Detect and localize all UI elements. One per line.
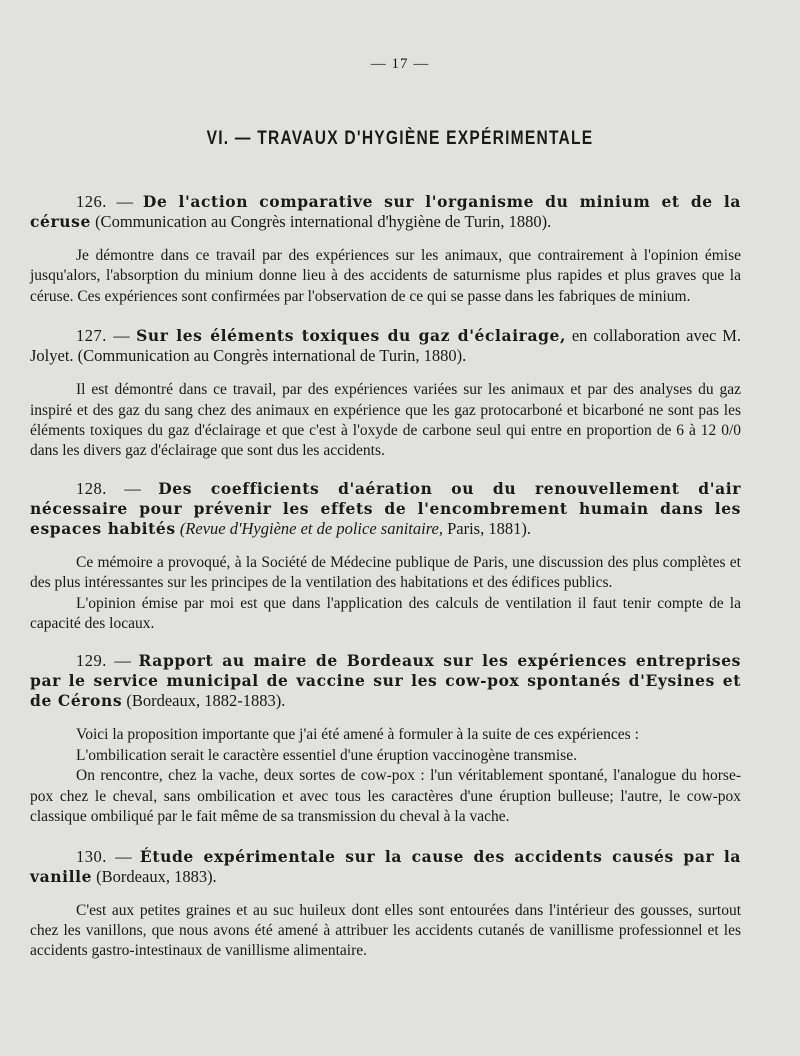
entry-127-paragraph: Il est démontré dans ce travail, par des expériences variées sur les animaux et par des analyses du gaz inspiré et des gaz du sang chez des animaux en expérience que les gaz protocarboné et bicarboné ne sont pas les éléments toxiques du gaz d'éclairage et que c'est à l'oxyde de carbone seul qui entre en proportion de 6 à 12 0/0 dans les divers gaz d'éclairage que sont dus les accidents. <box>30 381 741 460</box>
entry-title: Sur les éléments toxiques du gaz d'éclairage, <box>136 326 566 346</box>
entry-suffix: (Bordeaux, 1882-1883). <box>126 691 286 711</box>
entry-suffix: en collaboration avec M. Jolyet. (Communication au Congrès international de Turin, 1880). <box>30 326 741 366</box>
entry-suffix: (Bordeaux, 1883). <box>96 866 217 886</box>
entry-suffix: (Communication au Congrès international d'hygiène de Turin, 1880). <box>95 212 552 231</box>
entry-128-paragraph-1: Ce mémoire a provoqué, à la Société de Médecine publique de Paris, une discussion des plus complètes et des plus intéressantes sur les principes de la ventilation des habitations et des édifices publics. <box>30 553 741 592</box>
entry-number: 127. — <box>76 326 131 346</box>
entry-129-paragraph-3: On rencontre, chez la vache, deux sortes de cow-pox : l'un véritablement spontané, l'analogue du horse-pox chez le cheval, sans ombilication et avec tous les caractères d'une éruption bulleuse; l'autre, le cow-pox classique ombiliqué par le fait même de sa transmission du cheval à la vache. <box>30 767 741 826</box>
entry-128-heading <box>30 479 741 539</box>
entry-number: 129. — <box>76 651 132 671</box>
entry-title: De l'action comparative sur l'organisme du minium et de la céruse <box>30 192 741 231</box>
entry-title: Des coefficients d'aération ou du renouvellement d'air nécessaire pour prévenir les effets de l'encombrement humain dans les espaces habités <box>30 478 741 538</box>
entry-126-paragraph: Je démontre dans ce travail par des expériences sur les animaux, que contrairement à l'opinion émise jusqu'alors, l'absorption du minium donne lieu à des accidents de saturnisme plus rapides et plus graves que la céruse. Ces expériences sont confirmées par l'observation de ce qui se passe dans les fabriques de minium. <box>30 247 741 305</box>
entry-128-paragraph-2: L'opinion émise par moi est que dans l'application des calculs de ventilation il faut tenir compte de la capacité des locaux. <box>30 594 741 633</box>
page-number: — 17 — <box>370 56 430 72</box>
entry-130-heading <box>30 847 741 887</box>
section-title: VI. — TRAVAUX D'HYGIÈNE EXPÉRIMENTALE <box>206 128 594 149</box>
entry-129-paragraph-2: L'ombilication serait le caractère essentiel d'une éruption vaccinogène transmise. <box>76 746 577 764</box>
entry-number: 126. — <box>76 192 134 211</box>
entry-title: Rapport au maire de Bordeaux sur les expériences entreprises par le service municipal de vaccine sur les cow-pox spontanés d'Eysines et de Cérons <box>30 651 742 711</box>
entry-129-paragraph-1: Voici la proposition importante que j'ai été amené à formuler à la suite de ces expériences : <box>76 726 639 744</box>
entry-130-paragraph: C'est aux petites graines et au suc huileux dont elles sont entourées dans l'intérieur des gousses, surtout chez les vanillons, que nous avons été amené à attribuer les accidents cutanés de vanillisme professionnel et les accidents gastro-intestinaux de vanillisme alimentaire. <box>30 901 741 960</box>
entry-suffix: Paris, 1881). <box>447 518 531 538</box>
entry-suffix-italic: (Revue d'Hygiène et de police sanitaire, <box>179 518 443 538</box>
entry-127-heading <box>30 326 741 366</box>
page-body <box>30 192 741 962</box>
entry-number: 130. — <box>76 846 133 866</box>
entry-126-heading <box>30 192 741 232</box>
entry-number: 128. — <box>76 478 142 498</box>
entry-title: Étude expérimentale sur la cause des accidents causés par la vanille <box>30 846 742 886</box>
entry-129-heading <box>30 651 741 711</box>
